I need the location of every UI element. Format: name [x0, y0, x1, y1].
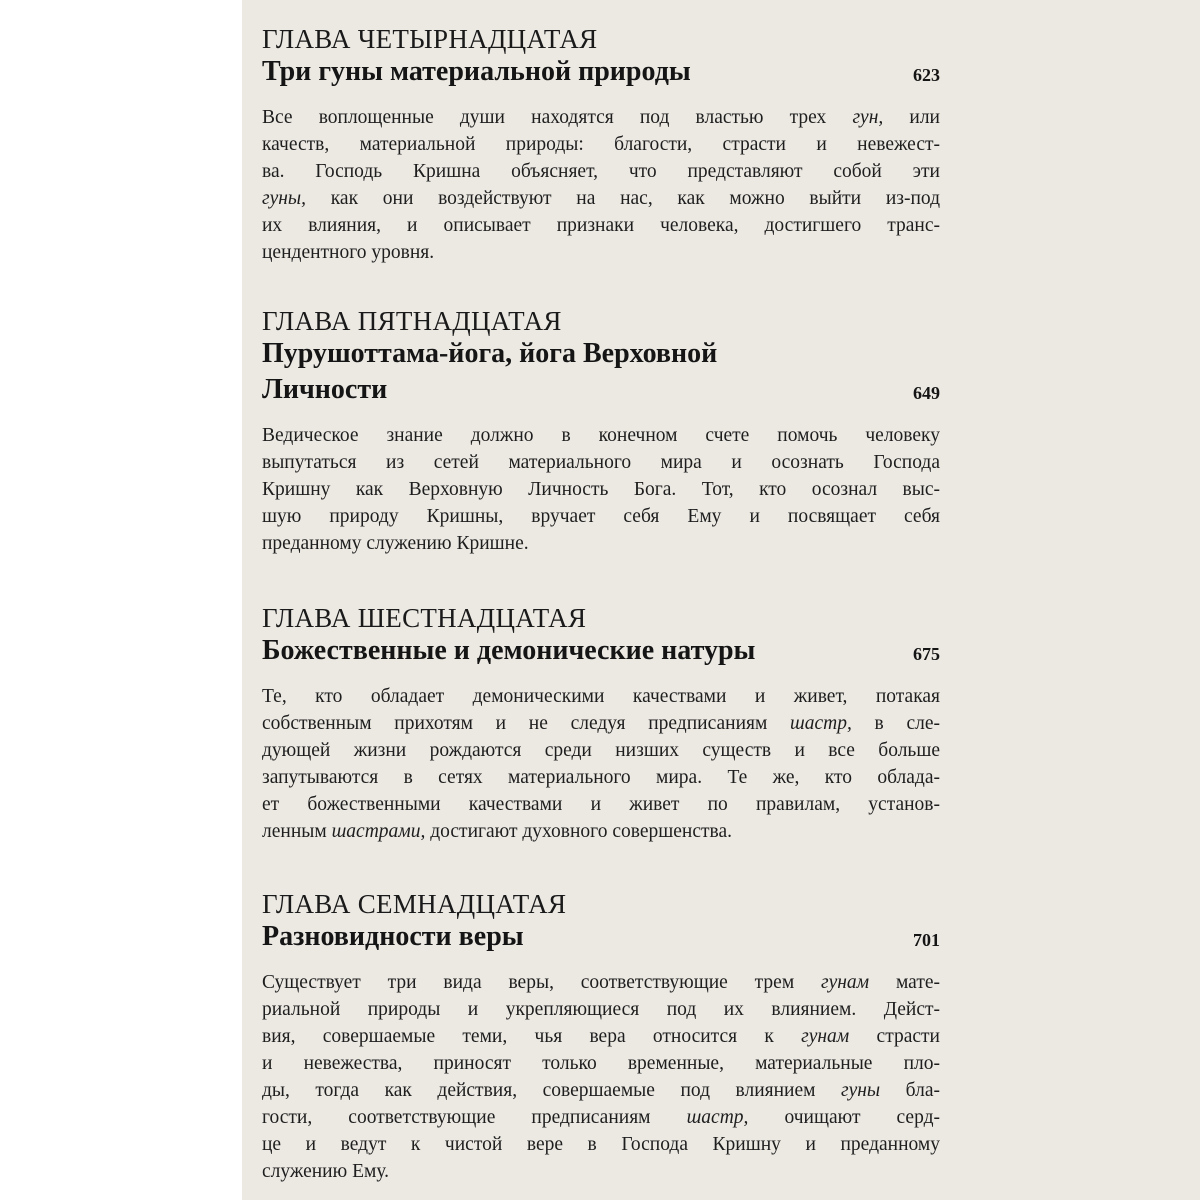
chapter-title-line-1: Пурушоттама-йога, йога Верховной	[262, 338, 718, 369]
description-line	[262, 185, 940, 212]
description-line	[262, 818, 940, 845]
text-run: дующей жизни рождаются среди низших существ и все больше	[262, 740, 940, 761]
text-run: в сле-	[851, 713, 940, 734]
chapter-title-line-2: Личности	[262, 374, 388, 405]
text-run: запутываются в сетях материального мира. Те же, кто облада-	[262, 767, 940, 788]
description-line	[262, 104, 940, 131]
text-run: очищают серд-	[748, 1107, 940, 1128]
italic-term: шастр,	[686, 1107, 749, 1128]
italic-term: шастрами,	[331, 821, 426, 842]
description-line	[262, 503, 940, 530]
chapter-17	[262, 889, 940, 1185]
text-run: достигают духовного совершенства.	[425, 821, 732, 842]
chapter-14	[262, 24, 940, 266]
text-run: их влияния, и описывает признаки человека, достигшего транс-	[262, 215, 940, 236]
description-line	[262, 1023, 940, 1050]
text-run: как они воздействуют на нас, как можно выйти из-под	[306, 188, 940, 209]
description-line	[262, 737, 940, 764]
description-line	[262, 764, 940, 791]
chapter-kicker: ГЛАВА ПЯТНАДЦАТАЯ	[262, 306, 562, 336]
text-run: ва. Господь Кришна объясняет, что представляют собой эти	[262, 161, 940, 182]
chapter-title-row	[262, 54, 940, 90]
text-run: шую природу Кришны, вручает себя Ему и посвящает себя	[262, 506, 940, 527]
chapter-title: Три гуны материальной природы	[262, 56, 691, 87]
description-line	[262, 710, 940, 737]
description-line	[262, 530, 940, 557]
text-run: или	[883, 107, 940, 128]
description-line	[262, 996, 940, 1023]
description-line	[262, 449, 940, 476]
description-line	[262, 1050, 940, 1077]
text-run: Те, кто обладает демоническими качествами и живет, потакая	[262, 686, 940, 707]
text-run: мате-	[869, 972, 940, 993]
text-run: це и ведут к чистой вере в Господа Кришну и преданному	[262, 1134, 940, 1155]
text-run: выпутаться из сетей материального мира и осознать Господа	[262, 452, 940, 473]
chapter-16	[262, 603, 940, 845]
book-page	[242, 0, 1200, 1200]
chapter-title: Разновидности веры	[262, 921, 524, 952]
text-run: цендентного уровня.	[262, 242, 435, 263]
page-number: 623	[913, 65, 940, 85]
text-run: ет божественными качествами и живет по правилам, установ-	[262, 794, 940, 815]
text-run: ды, тогда как действия, совершаемые под влиянием	[262, 1080, 841, 1101]
text-run: ленным	[262, 821, 332, 842]
italic-term: гунам	[821, 972, 870, 993]
description-line	[262, 476, 940, 503]
text-run: гости, соответствующие предписаниям	[262, 1107, 687, 1128]
description-line	[262, 158, 940, 185]
description-line	[262, 1131, 940, 1158]
chapter-description	[262, 422, 940, 557]
italic-term: гуны,	[262, 188, 307, 209]
text-run: вия, совершаемые теми, чья вера относится к	[262, 1026, 802, 1047]
description-line	[262, 969, 940, 996]
chapter-title-row	[262, 633, 940, 669]
italic-term: гуны	[841, 1080, 881, 1101]
description-line	[262, 239, 940, 266]
description-line	[262, 1104, 940, 1131]
italic-term: шастр,	[790, 713, 852, 734]
page-number: 675	[913, 644, 940, 664]
text-run: и невежества, приносят только временные, материальные пло-	[262, 1053, 940, 1074]
chapter-kicker: ГЛАВА ЧЕТЫРНАДЦАТАЯ	[262, 24, 598, 54]
description-line	[262, 683, 940, 710]
text-run: служению Ему.	[262, 1161, 389, 1182]
description-line	[262, 1077, 940, 1104]
chapter-kicker: ГЛАВА ШЕСТНАДЦАТАЯ	[262, 603, 587, 633]
chapter-description	[262, 104, 940, 266]
text-run: качеств, материальной природы: благости, страсти и невежест-	[262, 134, 940, 155]
description-line	[262, 422, 940, 449]
text-run: преданному служению Кришне.	[262, 533, 529, 554]
text-run: страсти	[849, 1026, 940, 1047]
chapter-kicker: ГЛАВА СЕМНАДЦАТАЯ	[262, 889, 567, 919]
description-line	[262, 212, 940, 239]
chapter-title: Божественные и демонические натуры	[262, 635, 756, 666]
chapter-description	[262, 969, 940, 1185]
chapter-description	[262, 683, 940, 845]
chapter-title-row	[262, 919, 940, 955]
text-run: Все воплощенные души находятся под властью трех	[262, 107, 853, 128]
italic-term: гунам	[801, 1026, 850, 1047]
page-number: 649	[913, 383, 940, 403]
text-run: риальной природы и укрепляющиеся под их влиянием. Дейст-	[262, 999, 940, 1020]
description-line	[262, 131, 940, 158]
italic-term: гун,	[852, 107, 884, 128]
text-run: Кришну как Верховную Личность Бога. Тот, кто осознал выс-	[262, 479, 940, 500]
chapter-title-row	[262, 336, 940, 408]
text-run: собственным прихотям и не следуя предписаниям	[262, 713, 791, 734]
description-line	[262, 791, 940, 818]
text-run: Существует три вида веры, соответствующие трем	[262, 972, 821, 993]
page-number: 701	[913, 930, 940, 950]
description-line	[262, 1158, 940, 1185]
text-run: Ведическое знание должно в конечном счете помочь человеку	[262, 425, 940, 446]
text-run: бла-	[880, 1080, 940, 1101]
chapter-15	[262, 306, 940, 557]
